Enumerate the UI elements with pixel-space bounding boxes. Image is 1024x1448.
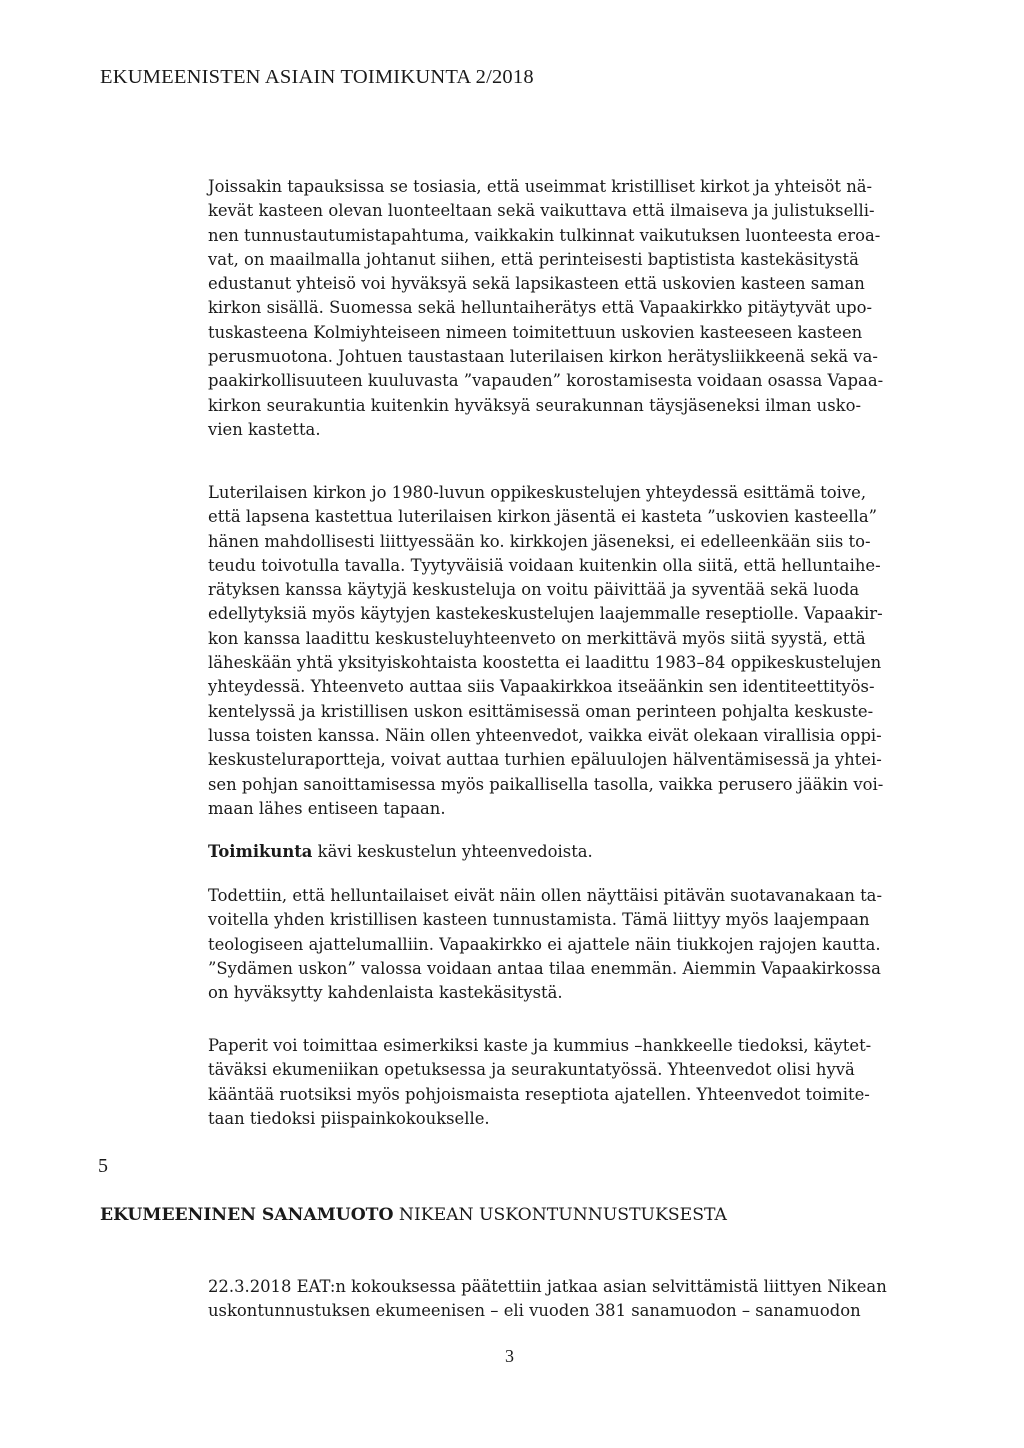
text-line: vien kastetta. xyxy=(208,419,321,439)
text-line: paakirkollisuuteen kuuluvasta ”vapauden” korostamisesta voidaan osassa Vapaa- xyxy=(208,371,884,391)
paragraph-5 xyxy=(208,1034,928,1131)
text-line: kirkon seurakuntia kuitenkin hyväksyä seurakunnan täysjäseneksi ilman usko- xyxy=(208,395,861,415)
text-line: kirkon sisällä. Suomessa sekä helluntaiherätys että Vapaakirkko pitäytyvät upo- xyxy=(208,298,873,318)
text-line: kevät kasteen olevan luonteeltaan sekä vaikuttava että ilmaiseva ja julistukselli- xyxy=(208,201,875,221)
text-line: kon kanssa laadittu keskusteluyhteenveto on merkittävä myös siitä syystä, että xyxy=(208,628,866,648)
section-heading xyxy=(100,1205,727,1225)
text-line: ”Sydämen uskon” valossa voidaan antaa tilaa enemmän. Aiemmin Vapaakirkossa xyxy=(208,958,881,978)
text-line: taan tiedoksi piispainkokoukselle. xyxy=(208,1108,490,1128)
text-line: teudu toivotulla tavalla. Tyytyväisiä voidaan kuitenkin olla siitä, että helluntaihe- xyxy=(208,555,881,575)
text-line: Joissakin tapauksissa se tosiasia, että useimmat kristilliset kirkot ja yhteisöt nä- xyxy=(208,177,873,196)
text-line: lussa toisten kanssa. Näin ollen yhteenvedot, vaikka eivät olekaan virallisia oppi- xyxy=(208,725,882,745)
text-line: maan lähes entiseen tapaan. xyxy=(208,798,446,818)
text-line: keskusteluraportteja, voivat auttaa turhien epäluulojen hälventämisessä ja yhtei- xyxy=(208,750,882,770)
text-line: läheskään yhtä yksityiskohtaista koostetta ei laadittu 1983–84 oppikeskustelujen xyxy=(208,653,882,673)
section-heading-bold: EKUMEENINEN SANAMUOTO xyxy=(100,1205,394,1225)
paragraph-4 xyxy=(208,884,928,1005)
text-line: täväksi ekumeniikan opetuksessa ja seurakuntatyössä. Yhteenvedot olisi hyvä xyxy=(208,1060,855,1080)
text-line: Paperit voi toimittaa esimerkiksi kaste ja kummius –hankkeelle tiedoksi, käytet- xyxy=(208,1036,872,1055)
text-line: kentelyssä ja kristillisen uskon esittämisessä oman perinteen pohjalta keskuste- xyxy=(208,701,874,721)
text-line: kääntää ruotsiksi myös pohjoismaista reseptiota ajatellen. Yhteenvedot toimite- xyxy=(208,1084,870,1104)
text-line: yhteydessä. Yhteenveto auttaa siis Vapaakirkkoa itseäänkin sen identiteettityös- xyxy=(208,677,875,697)
text-line: edellytyksiä myös käytyjen kastekeskustelujen laajemmalle reseptiolle. Vapaakir- xyxy=(208,604,883,624)
paragraph-6 xyxy=(208,1275,928,1324)
page-number: 3 xyxy=(505,1346,514,1366)
text-line: että lapsena kastettua luterilaisen kirkon jäsentä ei kasteta ”uskovien kasteella” xyxy=(208,507,878,527)
text-line: nen tunnustautumistapahtuma, vaikkakin tulkinnat vaikutuksen luonteesta eroa- xyxy=(208,225,881,245)
text-line: tuskasteena Kolmiyhteiseen nimeen toimitettuun uskovien kasteeseen kasteen xyxy=(208,322,863,342)
text-line: Todettiin, että helluntailaiset eivät näin ollen näyttäisi pitävän suotavanakaan ta- xyxy=(208,886,882,905)
paragraph-2 xyxy=(208,481,928,821)
section-heading-rest: NIKEAN USKONTUNNUSTUKSESTA xyxy=(393,1205,727,1225)
text-line: rätyksen kanssa käytyjä keskusteluja on voitu päivittää ja syventää sekä luoda xyxy=(208,580,860,600)
text-line: edustanut yhteisö voi hyväksyä sekä lapsikasteen että uskovien kasteen saman xyxy=(208,274,865,294)
text-line: vat, on maailmalla johtanut siihen, että perinteisesti baptistista kastekäsitystä xyxy=(208,249,859,269)
paragraph-3-text: kävi keskustelun yhteenvedoista. xyxy=(312,842,593,861)
text-line: uskontunnustuksen ekumeenisen – eli vuoden 381 sanamuodon – sanamuodon xyxy=(208,1301,861,1321)
text-line: Luterilaisen kirkon jo 1980-luvun oppikeskustelujen yhteydessä esittämä toive, xyxy=(208,483,867,502)
paragraph-3 xyxy=(208,840,928,864)
text-line: 22.3.2018 EAT:n kokouksessa päätettiin jatkaa asian selvittämistä liittyen Nikean xyxy=(208,1277,887,1296)
page-header: EKUMEENISTEN ASIAIN TOIMIKUNTA 2/2018 xyxy=(100,66,534,88)
text-line: sen pohjan sanoittamisessa myös paikallisella tasolla, vaikka perusero jääkin voi- xyxy=(208,774,884,794)
text-line: on hyväksytty kahdenlaista kastekäsitystä. xyxy=(208,983,563,1003)
paragraph-3-bold-term: Toimikunta xyxy=(208,842,313,861)
text-line: perusmuotona. Johtuen taustastaan luterilaisen kirkon herätysliikkeenä sekä va- xyxy=(208,347,878,367)
section-number: 5 xyxy=(98,1155,108,1177)
text-line: teologiseen ajattelumalliin. Vapaakirkko ei ajattele näin tiukkojen rajojen kautta. xyxy=(208,934,881,954)
text-line: hänen mahdollisesti liittyessään ko. kirkkojen jäseneksi, ei edelleenkään siis to- xyxy=(208,531,871,551)
text-line: voitella yhden kristillisen kasteen tunnustamista. Tämä liittyy myös laajempaan xyxy=(208,910,870,930)
paragraph-1 xyxy=(208,175,928,442)
